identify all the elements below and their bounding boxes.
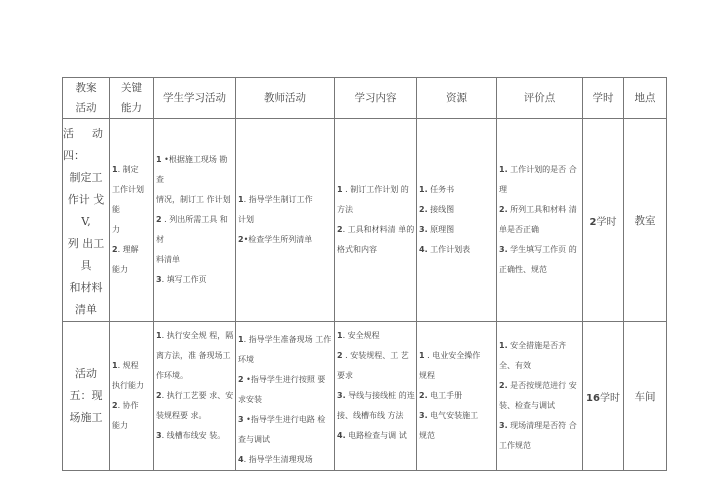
header-hours: 学时 — [583, 78, 624, 119]
hours-cell: 2学时 — [583, 119, 624, 322]
key-ability-cell: 1. 规程 执行能力 2. 协作 能力 — [110, 322, 154, 471]
teacher-activity-cell: 1. 指导学生准备现场 工作 环境 2 •指导学生进行按照 要 求安装 3 •指导学生进行电路 检 查与调试 4. 指导学生清理现场 — [236, 322, 335, 471]
lesson-plan-table — [62, 77, 667, 471]
location-cell: 车间 — [624, 322, 667, 471]
student-activity-cell: 1 •根据施工现场 勘查 情况，制订工 作计划 2 . 列出所需工具 和材 料清单 3. 填写工作页 — [154, 119, 236, 322]
activity-cell: 活 动 四： 制定工 作计 戈 V, 列 出工具 和材料 清单 — [63, 119, 110, 322]
table-row — [63, 119, 667, 322]
header-resources: 资源 — [417, 78, 497, 119]
header-location: 地点 — [624, 78, 667, 119]
activity-cell: 活动 五：现 场施工 — [63, 322, 110, 471]
table-row — [63, 322, 667, 471]
key-ability-cell: 1. 制定 工作计划 能 力 2. 理解 能力 — [110, 119, 154, 322]
header-teacher-activity: 教师活动 — [236, 78, 335, 119]
learning-content-cell: 1 . 制订工作计划 的 方法 2. 工具和材料清 单的 格式和内容 — [335, 119, 417, 322]
evaluation-cell: 1. 安全措施是否齐 全、有效 2. 是否按规范进行 安 装、检查与调试 3. 现场清理是否符 合 工作规范 — [497, 322, 583, 471]
student-activity-cell: 1. 执行安全规 程，隔 离方法，准 备现场工 作环境。 2. 执行工艺要 求、安 装规程要 求。 3. 线槽布线安 装。 — [154, 322, 236, 471]
hours-cell: 16学时 — [583, 322, 624, 471]
resources-cell: 1. 任务书 2. 接线图 3. 原理图 4. 工作计划表 — [417, 119, 497, 322]
header-student-activity: 学生学习活动 — [154, 78, 236, 119]
header-evaluation: 评价点 — [497, 78, 583, 119]
location-cell: 教室 — [624, 119, 667, 322]
header-activity: 教案 活动 — [63, 78, 110, 119]
header-row — [63, 78, 667, 119]
resources-cell: 1 . 电业安全操作 规程 2. 电工手册 3. 电气安装施工 规范 — [417, 322, 497, 471]
learning-content-cell: 1. 安全规程 2 . 安装规程、工 艺 要求 3. 导线与接线桩 的连 接、线槽布线 方法 4. 电路检查与调 试 — [335, 322, 417, 471]
header-key-ability: 关键 能力 — [110, 78, 154, 119]
header-learning-content: 学习内容 — [335, 78, 417, 119]
evaluation-cell: 1. 工作计划的是否 合 理 2. 所列工具和材料 清 单是否正确 3. 学生填写工作页 的 正确性、规范 — [497, 119, 583, 322]
teacher-activity-cell: 1. 指导学生制订工作 计划 2•检查学生所列清单 — [236, 119, 335, 322]
